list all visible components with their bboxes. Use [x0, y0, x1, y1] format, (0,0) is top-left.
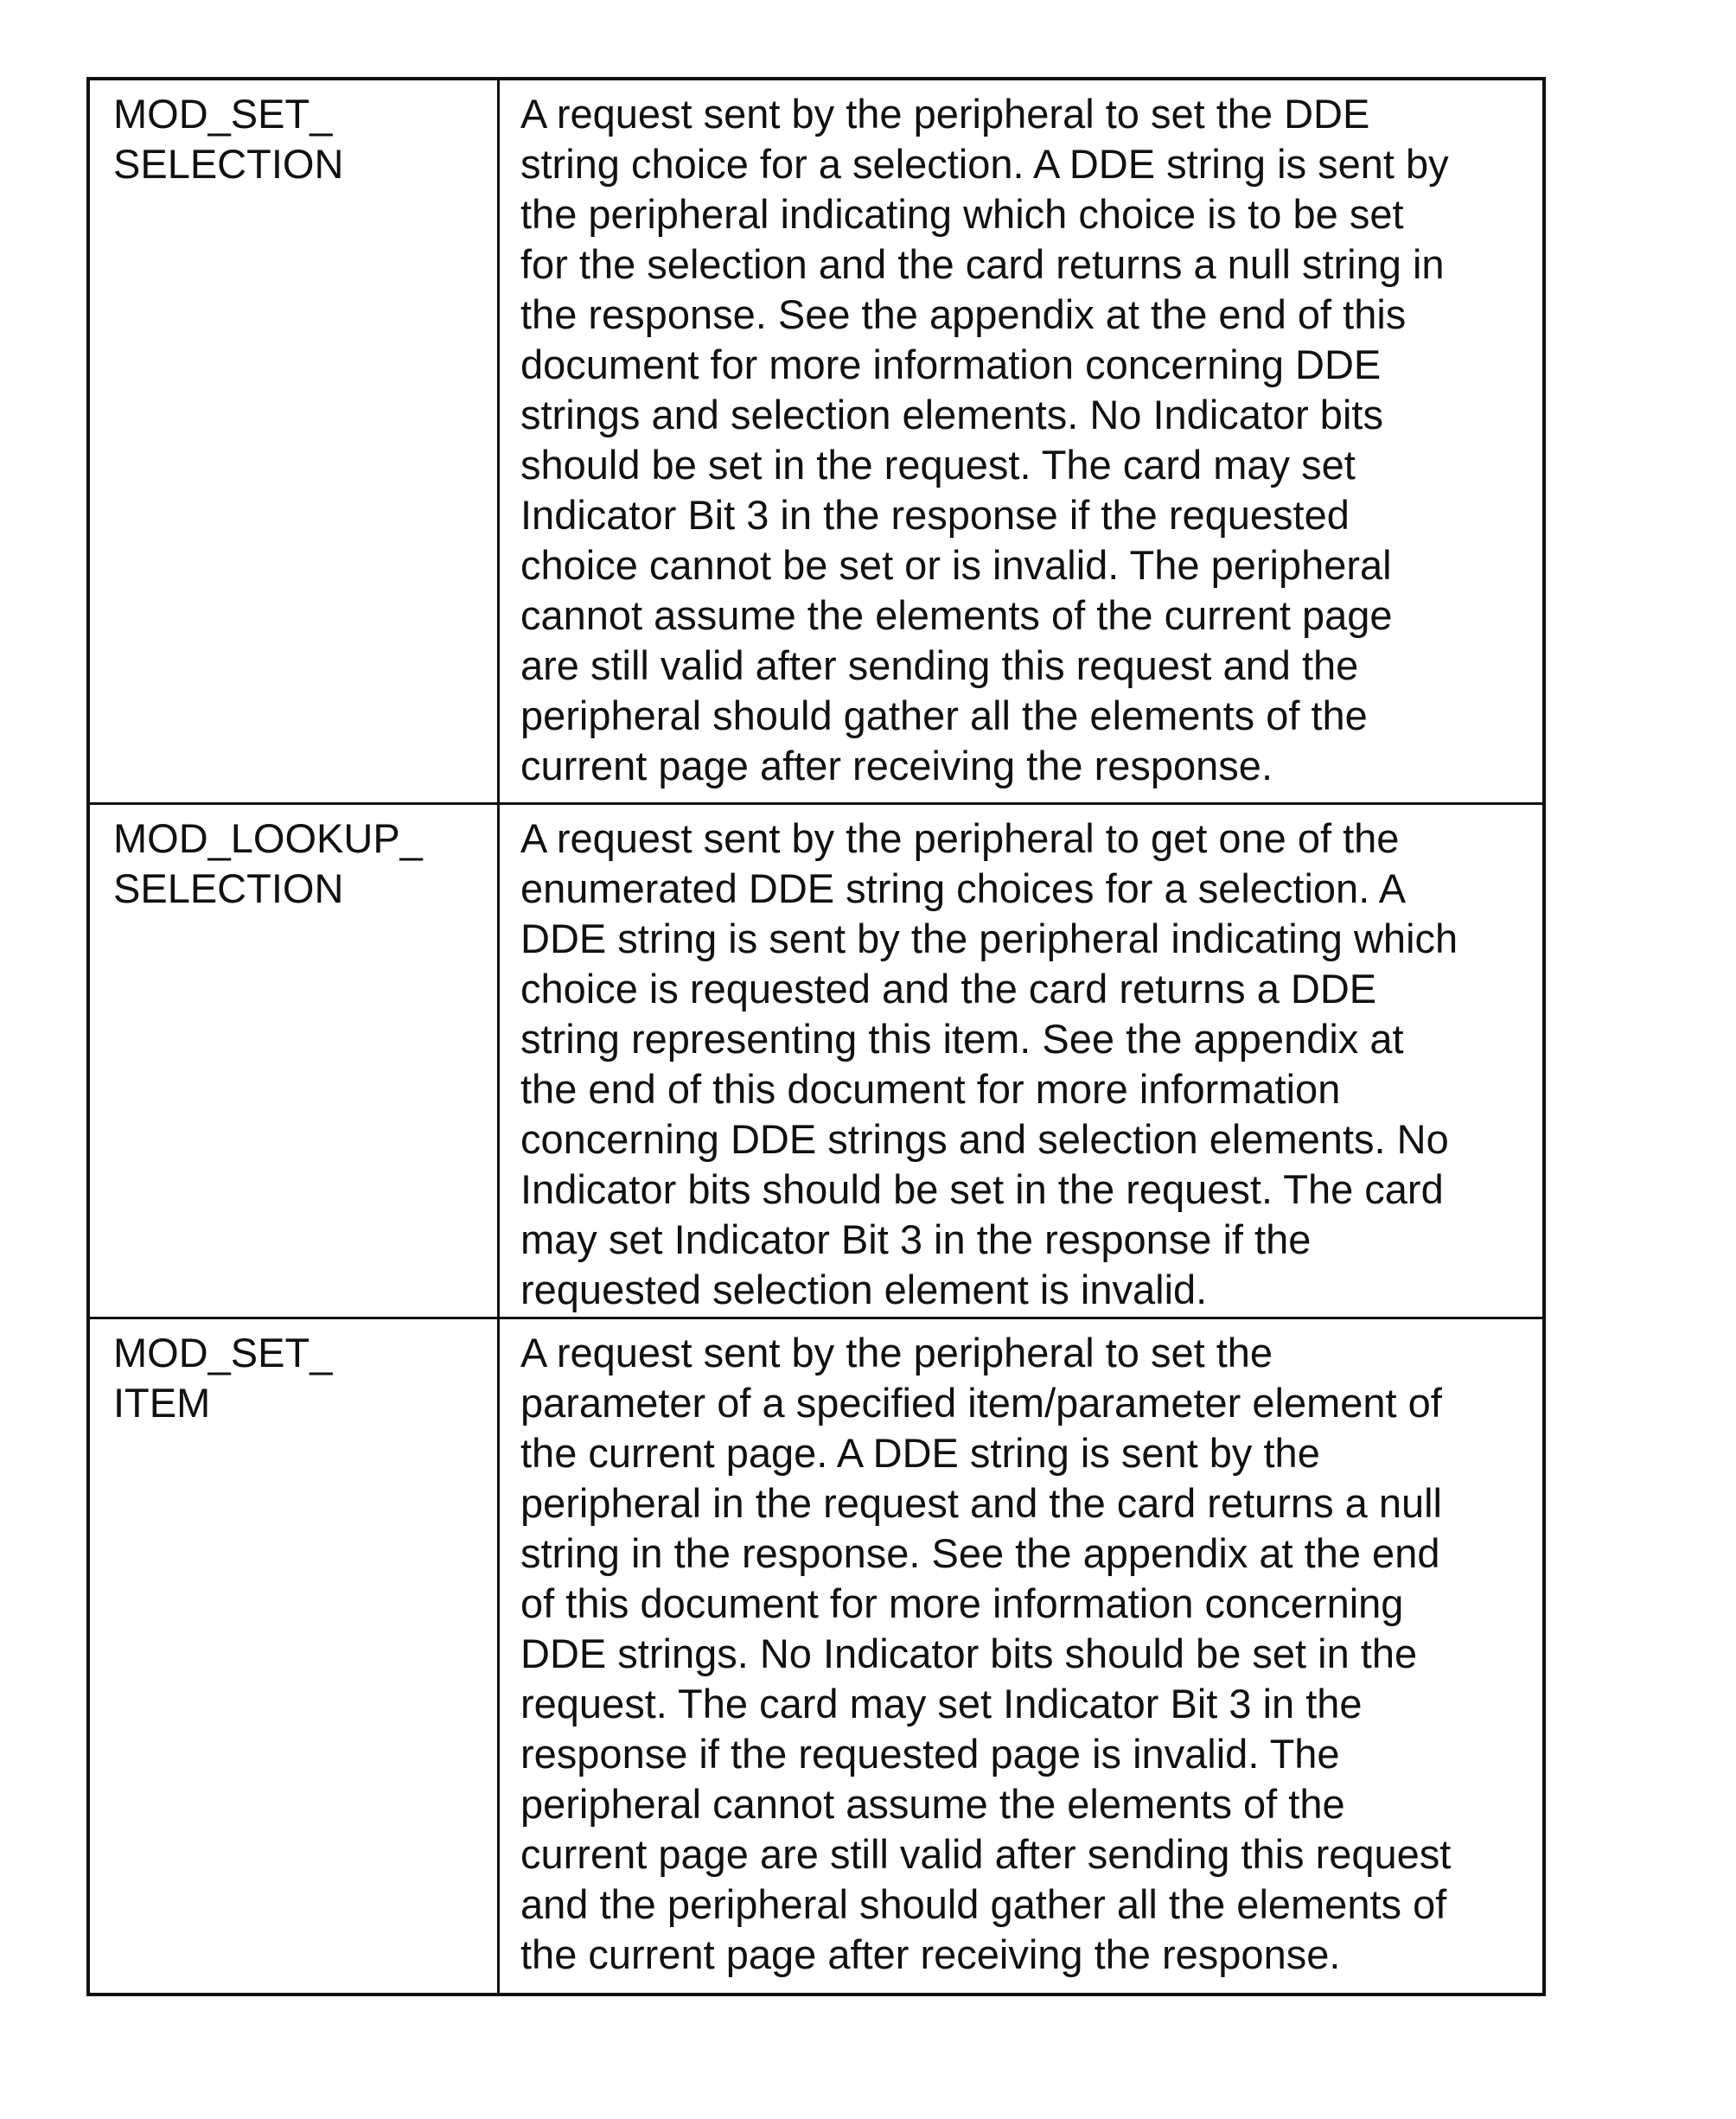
description-line: may set Indicator Bit 3 in the response if the [520, 1215, 1542, 1265]
description-line: current page after receiving the response. [520, 741, 1542, 791]
description-line: DDE string is sent by the peripheral indicating which [520, 914, 1542, 964]
description-line: string representing this item. See the appendix at [520, 1014, 1542, 1064]
command-description-cell [500, 805, 1542, 1317]
description-line: A request sent by the peripheral to get one of the [520, 814, 1542, 864]
description-line: document for more information concerning DDE [520, 340, 1542, 390]
command-name-cell [90, 805, 500, 1317]
command-name-line: SELECTION [113, 864, 497, 914]
description-line: are still valid after sending this request and the [520, 641, 1542, 691]
description-line: DDE strings. No Indicator bits should be set in the [520, 1629, 1542, 1679]
command-name-line: MOD_SET_ [113, 89, 497, 139]
command-description-cell [500, 80, 1542, 802]
description-line: concerning DDE strings and selection elements. No [520, 1114, 1542, 1165]
description-line: parameter of a specified item/parameter element of [520, 1378, 1542, 1428]
command-name-cell [90, 80, 500, 802]
description-line: A request sent by the peripheral to set the [520, 1328, 1542, 1378]
command-name-cell [90, 1319, 500, 1993]
description-line: and the peripheral should gather all the elements of [520, 1880, 1542, 1930]
description-line: the current page. A DDE string is sent by the [520, 1428, 1542, 1478]
command-name-line: MOD_LOOKUP_ [113, 814, 497, 864]
description-line: choice is requested and the card returns a DDE [520, 964, 1542, 1014]
description-line: strings and selection elements. No Indicator bits [520, 390, 1542, 440]
description-line: string choice for a selection. A DDE string is sent by [520, 139, 1542, 189]
description-line: cannot assume the elements of the current page [520, 590, 1542, 641]
description-line: enumerated DDE string choices for a selection. A [520, 864, 1542, 914]
description-line: peripheral cannot assume the elements of the [520, 1779, 1542, 1829]
description-line: peripheral in the request and the card returns a null [520, 1478, 1542, 1529]
description-line: the peripheral indicating which choice is to be set [520, 189, 1542, 239]
description-line: A request sent by the peripheral to set the DDE [520, 89, 1542, 139]
table-row [90, 80, 1542, 802]
description-line: current page are still valid after sending this request [520, 1829, 1542, 1880]
description-line: Indicator bits should be set in the request. The card [520, 1165, 1542, 1215]
table-row [90, 1317, 1542, 1993]
description-line: of this document for more information concerning [520, 1579, 1542, 1629]
command-name-line: MOD_SET_ [113, 1328, 497, 1378]
command-name-line: ITEM [113, 1378, 497, 1428]
command-description-cell [500, 1319, 1542, 1993]
description-line: requested selection element is invalid. [520, 1265, 1542, 1315]
table-row [90, 802, 1542, 1317]
description-line: peripheral should gather all the elements of the [520, 691, 1542, 741]
description-line: the response. See the appendix at the end of this [520, 290, 1542, 340]
command-table [86, 77, 1546, 1996]
description-line: the current page after receiving the response. [520, 1930, 1542, 1980]
description-line: for the selection and the card returns a null string in [520, 239, 1542, 290]
description-line: string in the response. See the appendix at the end [520, 1529, 1542, 1579]
command-name-line: SELECTION [113, 139, 497, 189]
description-line: should be set in the request. The card may set [520, 440, 1542, 490]
description-line: choice cannot be set or is invalid. The peripheral [520, 540, 1542, 590]
description-line: response if the requested page is invalid. The [520, 1729, 1542, 1779]
description-line: the end of this document for more information [520, 1064, 1542, 1114]
description-line: request. The card may set Indicator Bit 3 in the [520, 1679, 1542, 1729]
description-line: Indicator Bit 3 in the response if the requested [520, 490, 1542, 540]
